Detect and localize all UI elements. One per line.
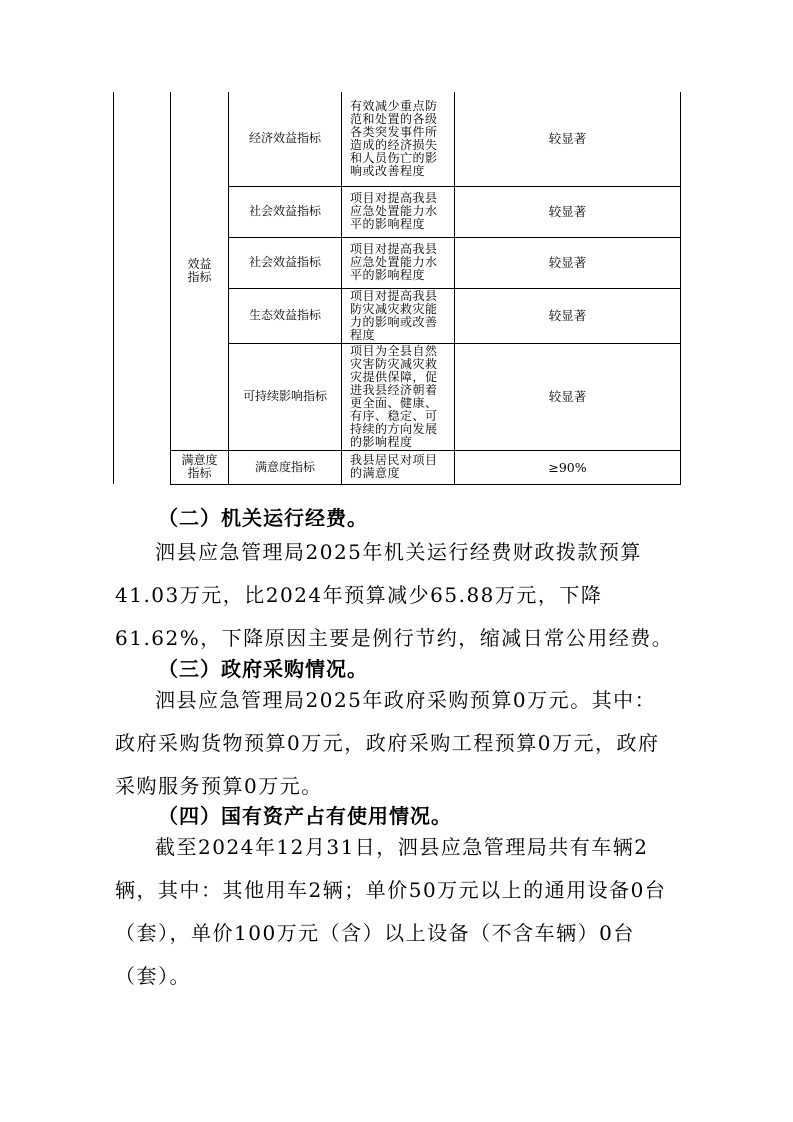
- section-paragraph-state-assets: 截至2024年12月31日，泗县应急管理局共有车辆2辆，其中：其他用车2辆；单价50万元以上的通用设备0台（套），单价100万元（含）以上设备（不含车辆）0台（套）。: [115, 835, 667, 988]
- third-level-indicator-cell: 生态效益指标: [229, 288, 342, 343]
- indicator-value-cell: 较显著: [455, 288, 681, 343]
- indicator-target-cell: 有效减少重点防范和处置的各级各类突发事件所造成的经济损失和人员伤亡的影响或改善程度: [342, 92, 455, 186]
- performance-indicator-table: [113, 92, 681, 485]
- indicator-value-cell: 较显著: [455, 186, 681, 237]
- section-paragraph-government-procurement: 泗县应急管理局2025年政府采购预算0万元。其中：政府采购货物预算0万元，政府采购工程预算0万元，政府采购服务预算0万元。: [115, 688, 660, 798]
- third-level-indicator-cell: 社会效益指标: [229, 186, 342, 237]
- indicator-value-cell: 较显著: [455, 343, 681, 450]
- third-level-indicator-cell: 社会效益指标: [229, 237, 342, 288]
- third-level-indicator-cell: 可持续影响指标: [229, 343, 342, 450]
- second-level-indicator-cell: 满意度指标: [171, 450, 229, 484]
- section-heading-government-procurement: （三）政府采购情况。: [158, 657, 368, 681]
- section-paragraph-operating-expenses: 泗县应急管理局2025年机关运行经费财政拨款预算41.03万元，比2024年预算减少65.88万元，下降61.62%，下降原因主要是例行节约，缩减日常公用经费。: [115, 540, 674, 650]
- table-row: [114, 92, 681, 186]
- indicator-target-cell: 我县居民对项目的满意度: [342, 450, 455, 484]
- section-heading-state-assets: （四）国有资产占有使用情况。: [158, 804, 452, 828]
- second-level-indicator-cell: 效益指标: [171, 92, 229, 450]
- indicator-value-cell: 较显著: [455, 92, 681, 186]
- third-level-indicator-cell: 满意度指标: [229, 450, 342, 484]
- section-heading-operating-expenses: （二）机关运行经费。: [158, 506, 368, 530]
- indicator-target-cell: 项目对提高我县防灾减灾救灾能力的影响或改善程度: [342, 288, 455, 343]
- indicator-target-cell: 项目对提高我县应急处置能力水平的影响程度: [342, 186, 455, 237]
- third-level-indicator-cell: 经济效益指标: [229, 92, 342, 186]
- indicator-target-cell: 项目为全县自然灾害防灾减灾救灾提供保障，促进我县经济朝着更全面、健康、有序、稳定、可持续的方向发展的影响程度: [342, 343, 455, 450]
- table-row: [114, 450, 681, 484]
- first-level-indicator-cell: [114, 92, 171, 484]
- indicator-value-cell: ≥90%: [455, 450, 681, 484]
- indicator-target-cell: 项目对提高我县应急处置能力水平的影响程度: [342, 237, 455, 288]
- indicator-value-cell: 较显著: [455, 237, 681, 288]
